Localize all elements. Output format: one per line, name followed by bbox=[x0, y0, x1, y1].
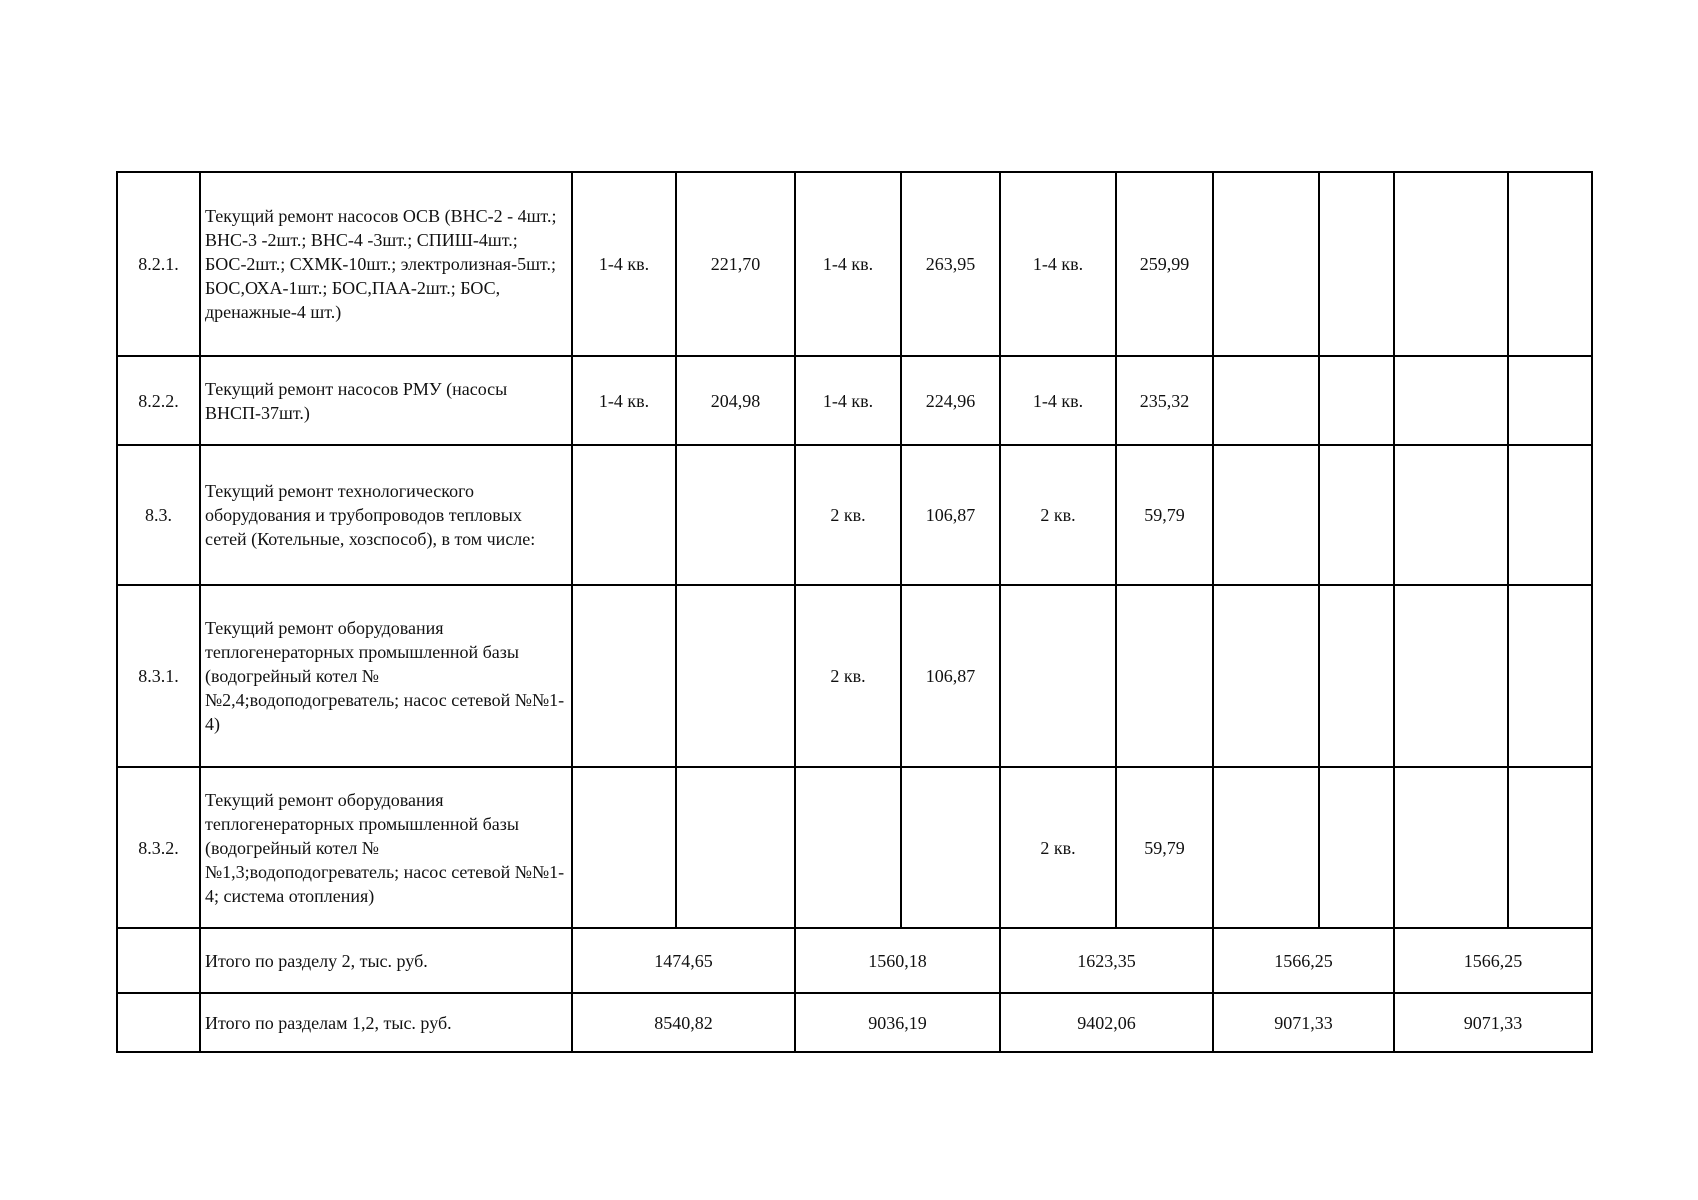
amount-cell: 263,95 bbox=[901, 172, 1000, 356]
period-cell bbox=[572, 445, 676, 585]
period-cell bbox=[1394, 585, 1508, 767]
period-cell bbox=[1213, 356, 1319, 445]
amount-cell: 59,79 bbox=[1116, 445, 1213, 585]
total-row-sections-1-2 bbox=[117, 993, 1592, 1052]
row-number bbox=[117, 928, 200, 993]
period-cell: 2 кв. bbox=[1000, 767, 1116, 928]
total-value: 1566,25 bbox=[1213, 928, 1394, 993]
table-row bbox=[117, 445, 1592, 585]
table-row bbox=[117, 356, 1592, 445]
row-description: Текущий ремонт насосов РМУ (насосы ВНСП-37шт.) bbox=[200, 356, 572, 445]
total-value: 9071,33 bbox=[1213, 993, 1394, 1052]
amount-cell: 224,96 bbox=[901, 356, 1000, 445]
period-cell bbox=[1213, 445, 1319, 585]
period-cell: 1-4 кв. bbox=[572, 356, 676, 445]
period-cell: 1-4 кв. bbox=[795, 172, 901, 356]
total-label: Итого по разделам 1,2, тыс. руб. bbox=[200, 993, 572, 1052]
amount-cell: 106,87 bbox=[901, 445, 1000, 585]
amount-cell: 235,32 bbox=[1116, 356, 1213, 445]
period-cell bbox=[1213, 172, 1319, 356]
amount-cell: 59,79 bbox=[1116, 767, 1213, 928]
amount-cell bbox=[1508, 767, 1592, 928]
period-cell bbox=[572, 767, 676, 928]
row-description: Текущий ремонт насосов ОСВ (ВНС-2 - 4шт.; ВНС-3 -2шт.; ВНС-4 -3шт.; СПИШ-4шт.; БОС-2шт.; СХМК-10шт.; электролизная-5шт.; БОС,ОХА-1шт.; БОС,ПАА-2шт.; БОС, дренажные-4 шт.) bbox=[200, 172, 572, 356]
row-number: 8.3.2. bbox=[117, 767, 200, 928]
total-value: 1474,65 bbox=[572, 928, 795, 993]
row-number: 8.2.1. bbox=[117, 172, 200, 356]
amount-cell bbox=[1508, 172, 1592, 356]
amount-cell bbox=[1319, 585, 1394, 767]
total-label: Итого по разделу 2, тыс. руб. bbox=[200, 928, 572, 993]
total-value: 9071,33 bbox=[1394, 993, 1592, 1052]
row-description: Текущий ремонт технологического оборудования и трубопроводов тепловых сетей (Котельные, хозспособ), в том числе: bbox=[200, 445, 572, 585]
repair-plan-table bbox=[116, 171, 1593, 1053]
amount-cell bbox=[1508, 585, 1592, 767]
period-cell: 2 кв. bbox=[795, 585, 901, 767]
period-cell: 2 кв. bbox=[1000, 445, 1116, 585]
amount-cell: 204,98 bbox=[676, 356, 795, 445]
period-cell: 1-4 кв. bbox=[1000, 356, 1116, 445]
period-cell bbox=[1394, 356, 1508, 445]
amount-cell bbox=[676, 445, 795, 585]
amount-cell bbox=[1508, 356, 1592, 445]
period-cell: 1-4 кв. bbox=[795, 356, 901, 445]
period-cell bbox=[1394, 172, 1508, 356]
row-number bbox=[117, 993, 200, 1052]
amount-cell bbox=[1319, 767, 1394, 928]
period-cell: 1-4 кв. bbox=[1000, 172, 1116, 356]
amount-cell: 259,99 bbox=[1116, 172, 1213, 356]
table-row bbox=[117, 172, 1592, 356]
amount-cell bbox=[1319, 445, 1394, 585]
amount-cell bbox=[1319, 356, 1394, 445]
total-value: 1560,18 bbox=[795, 928, 1000, 993]
total-value: 1623,35 bbox=[1000, 928, 1213, 993]
total-value: 9036,19 bbox=[795, 993, 1000, 1052]
period-cell bbox=[1213, 585, 1319, 767]
total-value: 9402,06 bbox=[1000, 993, 1213, 1052]
table-row bbox=[117, 767, 1592, 928]
period-cell: 1-4 кв. bbox=[572, 172, 676, 356]
amount-cell bbox=[1116, 585, 1213, 767]
row-description: Текущий ремонт оборудования теплогенераторных промышленной базы (водогрейный котел №№1,3;водоподогреватель; насос сетевой №№1-4; система отопления) bbox=[200, 767, 572, 928]
row-number: 8.3.1. bbox=[117, 585, 200, 767]
amount-cell bbox=[901, 767, 1000, 928]
amount-cell bbox=[1319, 172, 1394, 356]
amount-cell bbox=[676, 585, 795, 767]
amount-cell: 106,87 bbox=[901, 585, 1000, 767]
table-row bbox=[117, 585, 1592, 767]
period-cell bbox=[572, 585, 676, 767]
period-cell: 2 кв. bbox=[795, 445, 901, 585]
period-cell bbox=[1213, 767, 1319, 928]
period-cell bbox=[1394, 767, 1508, 928]
row-description: Текущий ремонт оборудования теплогенераторных промышленной базы (водогрейный котел №№2,4;водоподогреватель; насос сетевой №№1-4) bbox=[200, 585, 572, 767]
total-value: 1566,25 bbox=[1394, 928, 1592, 993]
row-number: 8.3. bbox=[117, 445, 200, 585]
amount-cell bbox=[1508, 445, 1592, 585]
amount-cell: 221,70 bbox=[676, 172, 795, 356]
amount-cell bbox=[676, 767, 795, 928]
total-value: 8540,82 bbox=[572, 993, 795, 1052]
row-number: 8.2.2. bbox=[117, 356, 200, 445]
period-cell bbox=[1000, 585, 1116, 767]
period-cell bbox=[1394, 445, 1508, 585]
period-cell bbox=[795, 767, 901, 928]
total-row-section-2 bbox=[117, 928, 1592, 993]
